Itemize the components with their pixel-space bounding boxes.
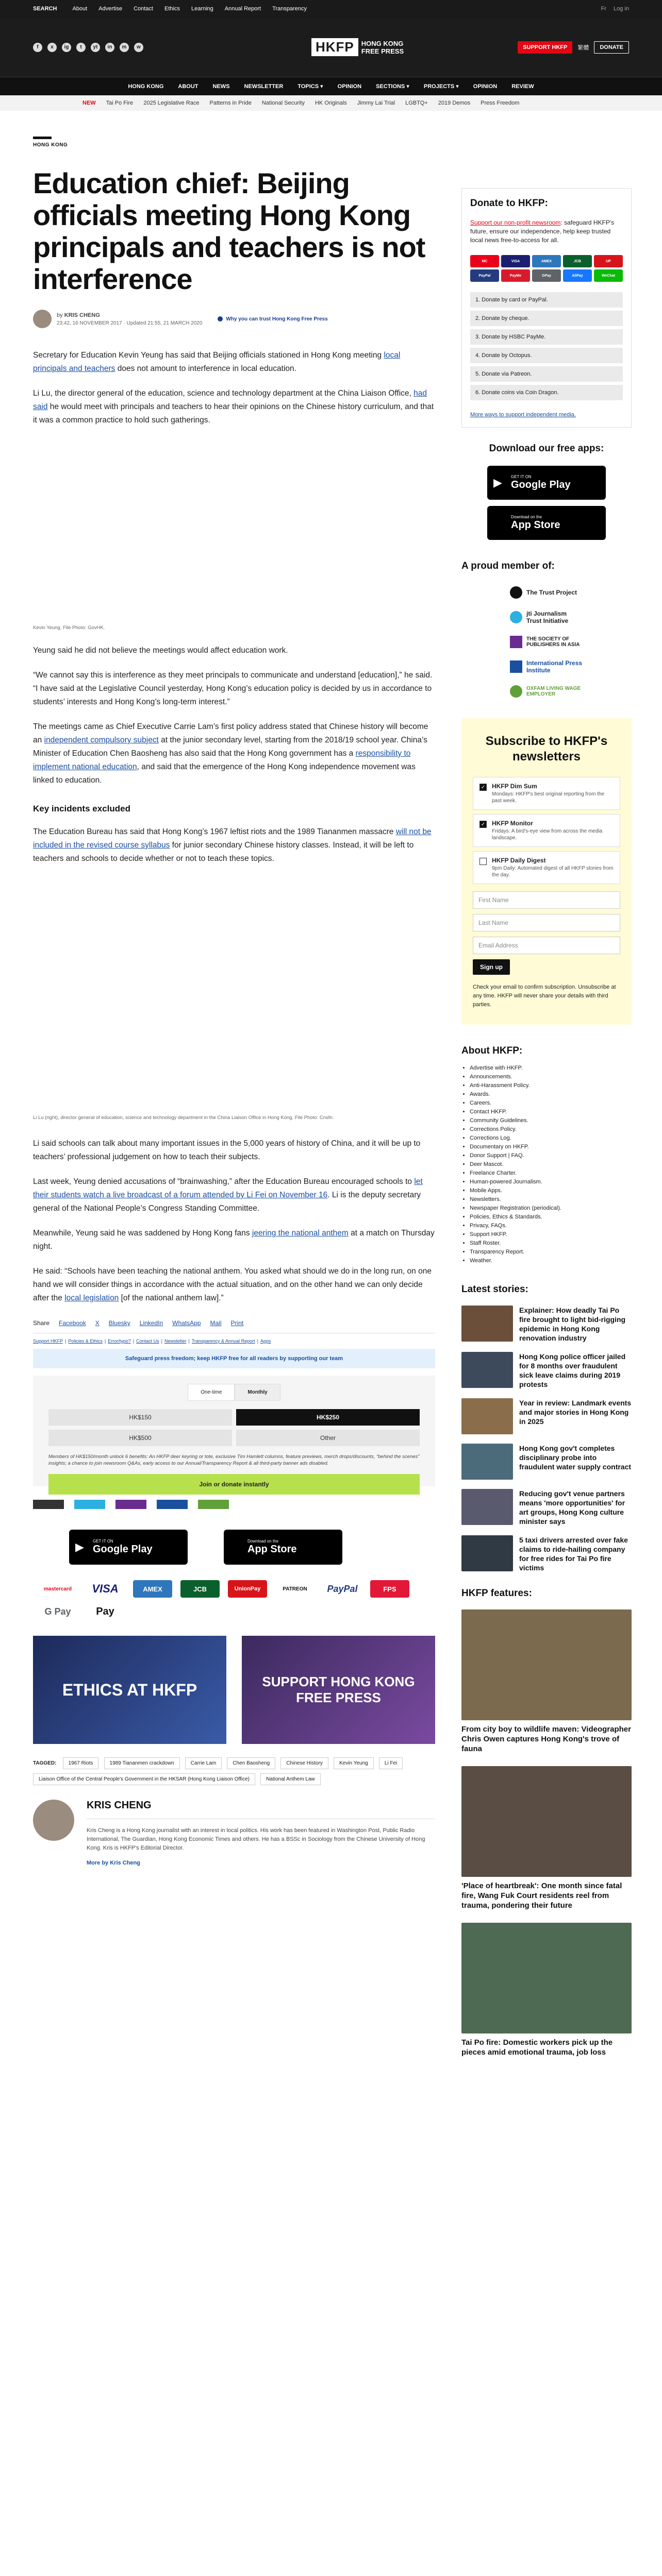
tags-label: TAGGED: (33, 1760, 57, 1766)
donate-option[interactable]: 5. Donate via Patreon. (470, 366, 623, 382)
jcb-logo: JCB (180, 1580, 220, 1598)
about-item[interactable]: • Staff Roster. (470, 1239, 632, 1248)
sopa-logo[interactable]: THE SOCIETY OF PUBLISHERS IN ASIA (510, 636, 583, 648)
support-promo[interactable]: SUPPORT HONG KONG FREE PRESS (242, 1636, 435, 1744)
tags (33, 1757, 435, 1789)
sub-nav (0, 95, 662, 111)
newsletter-widget (461, 718, 632, 1025)
patreon-logo: PATREON (283, 1586, 307, 1592)
newsletter-option[interactable]: ✓ HKFP Monitor Fridays: A bird's-eye view from across the media landscape. (473, 814, 620, 847)
tag[interactable]: 1967 Riots (63, 1757, 99, 1769)
top-links (72, 6, 307, 12)
share-bluesky[interactable]: Bluesky (108, 1319, 130, 1327)
last-name-field[interactable]: Last Name (473, 914, 620, 931)
share-label: Share (33, 1319, 50, 1327)
author-avatar (33, 310, 52, 328)
nav-item-news[interactable]: NEWS (212, 83, 230, 90)
tag[interactable]: Kevin Yeung (334, 1757, 374, 1769)
trust-icon (218, 316, 223, 321)
site-logo[interactable] (311, 38, 404, 56)
inline-link[interactable]: responsibility to implement national education (33, 749, 411, 771)
nav-item-opinion-2[interactable]: OPINION (473, 83, 498, 90)
paragraph: Last week, Yeung denied accusations of “brainwashing,” after the Education Bureau encouraged schools to let their students watch a live broadcast of a forum attended by Li Fei on November 16. Li is the deputy secretary general of the National People’s Congress Standing Committee. (33, 1177, 423, 1213)
ipi-badge (157, 1500, 188, 1509)
more-by-author-link[interactable]: More by Kris Cheng (87, 1860, 140, 1866)
jti-badge (74, 1500, 105, 1509)
paragraph: “We cannot say this is interference as they meet principals to communicate and understand [education],” he said. “I have said at the Legislative Council yesterday, Hong Kong’s education policy is decided by us in accordance to students’ interests and Hong Kong’s long-term interest.” (33, 671, 433, 706)
threads-icon[interactable]: t (76, 43, 86, 52)
whatsapp-icon[interactable]: w (134, 43, 143, 52)
top-link-transparency[interactable]: Transparency (272, 6, 307, 12)
card-logo: AliPay (563, 269, 592, 282)
meta-link-newsletter[interactable]: Newsletter (164, 1338, 187, 1344)
newsletter-heading: Subscribe to HKFP's newsletters (485, 734, 608, 764)
donate-option[interactable]: 3. Donate by HSBC PayMe. (470, 329, 623, 345)
amex-logo: AMEX (133, 1580, 172, 1598)
donate-option[interactable]: 1. Donate by card or PayPal. (470, 292, 623, 308)
lang-toggle[interactable]: 繁體 (577, 44, 589, 51)
inline-app-buttons (33, 1530, 435, 1565)
paragraph: He said: “Schools have been teaching the national anthem. You asked what should we do in the long run, on one hand we will consider things in accordance with the actual situation, and on the other hand we can only decide after the local legislation [of the national anthem law].” (33, 1267, 432, 1302)
share-linkedin[interactable]: LinkedIn (139, 1319, 163, 1327)
first-name-field[interactable]: First Name (473, 891, 620, 909)
mastercard-logo: mastercard (44, 1586, 72, 1592)
latest-story[interactable]: Year in review: Landmark events and major stories in Hong Kong in 2025 (461, 1398, 632, 1434)
about-item[interactable]: • Newsletters. (470, 1195, 632, 1204)
sidebar-google-play-button[interactable]: ▶ GET IT ON Google Play (487, 466, 606, 500)
card-logo: AMEX (532, 255, 561, 267)
paragraph: Secretary for Education Kevin Yeung has said that Beijing officials stationed in Hong Kong meeting local principals and teachers does not amount to interference in local education. (33, 351, 401, 373)
tag[interactable]: 1989 Tiananmen crackdown (104, 1757, 180, 1769)
author-box-name[interactable]: KRIS CHENG (87, 1800, 152, 1811)
about-item[interactable]: • Corrections Log. (470, 1134, 632, 1143)
ipi-logo[interactable]: International Press Institute (510, 659, 583, 674)
donate-option[interactable]: 2. Donate by cheque. (470, 311, 623, 326)
card-logo: PayPal (470, 269, 499, 282)
donate-options (470, 292, 623, 400)
feature-story[interactable]: Tai Po fire: Domestic workers pick up the pieces amid emotional trauma, job loss (461, 1923, 632, 2057)
top-link-about[interactable]: About (72, 6, 88, 12)
nav-item-review[interactable]: REVIEW (511, 83, 534, 90)
card-logo: WeChat (594, 269, 623, 282)
main-nav (0, 77, 662, 95)
tag[interactable]: Carrie Lam (185, 1757, 222, 1769)
card-logo: MC (470, 255, 499, 267)
app-store-button[interactable]: Download on the App Store (224, 1530, 342, 1565)
tag[interactable]: Chen Baosheng (227, 1757, 275, 1769)
oxfam-badge (198, 1500, 229, 1509)
facebook-icon[interactable]: f (33, 43, 42, 52)
subnav-item[interactable]: National Security (261, 100, 305, 106)
share-print[interactable]: Print (230, 1319, 244, 1327)
site-header (0, 18, 662, 77)
tag[interactable]: National Anthem Law (260, 1773, 321, 1785)
newsletter-option[interactable]: ✓ HKFP Dim Sum Mondays: HKFP's best original reporting from the past week. (473, 777, 620, 810)
photo-kevin-yeung (33, 432, 435, 607)
instagram-icon[interactable]: ig (62, 43, 71, 52)
paragraph: Li Lu, the director general of the education, science and technology department at the China Liaison Office, had said he would meet with principals and teachers to hear their opinions on the Chinese history curriculum, and that it was a common practice to hold such gatherings. (33, 389, 434, 425)
partners-heading: A proud member of: (461, 561, 555, 571)
trust-badges (33, 1497, 435, 1512)
login-link[interactable]: Log in (614, 6, 629, 12)
latest-story[interactable]: Hong Kong gov't completes disciplinary probe into fraudulent water supply contract (461, 1444, 632, 1480)
paragraph: Meanwhile, Yeung said he was saddened by Hong Kong fans jeering the national anthem at a match on Thursday night. (33, 1229, 435, 1251)
latest-story[interactable]: Hong Kong police officer jailed for 8 months over fraudulent sick leave claims during 2019 protests (461, 1352, 632, 1389)
nav-item-topics[interactable]: TOPICS ▾ (297, 83, 323, 90)
newsletter-option[interactable]: HKFP Daily Digest 9pm Daily: Automated digest of all HKFP stories from the day. (473, 851, 620, 884)
donate-option[interactable]: 4. Donate by Octopus. (470, 348, 623, 363)
ethics-promo[interactable]: ETHICS AT HKFP (33, 1636, 226, 1744)
feature-story[interactable]: 'Place of heartbreak': One month since fatal fire, Wang Fuk Court residents reel from trauma, pondering their future (461, 1766, 632, 1910)
about-item[interactable]: • Newspaper Registration (periodical). (470, 1204, 632, 1213)
latest-heading: Latest stories: (461, 1284, 528, 1295)
article-meta-links: Support HKFP | Policies & Ethics | Error/typo? | Contact Us | Newsletter | Transparency & Annual Report | Apps (33, 1338, 271, 1344)
donate-card-logos (470, 255, 623, 282)
social-icons (33, 43, 291, 52)
google-pay-logo: G Pay (44, 1606, 71, 1617)
linkedin-icon[interactable]: in (105, 43, 114, 52)
article-dates: 23:42, 16 NOVEMBER 2017 · Updated 21:55, 21 MARCH 2020 (57, 320, 203, 326)
logo-text (361, 40, 404, 55)
amount-150[interactable]: HK$150 (48, 1409, 232, 1426)
subnav-item[interactable]: Press Freedom (481, 100, 520, 106)
top-link-contact[interactable]: Contact (134, 6, 153, 12)
sidebar (461, 188, 632, 2057)
share-x[interactable]: X (95, 1319, 100, 1327)
meta-link-policies[interactable]: Policies & Ethics (68, 1338, 103, 1344)
author-box (33, 1800, 435, 1866)
membership-benefits: Members of HK$150/month unlock 6 benefits: An HKFP deer keyring or tote, exclusive Tim Hamlett columns, feature previews, merch drops/discounts, “behind the scenes” insights; a chance to join newsroom Q&As, early access to our Annual/Transparency Report & all third-party banner ads disabled. (48, 1454, 420, 1466)
payment-logos (33, 1580, 435, 1620)
card-logo: JCB (563, 255, 592, 267)
paragraph: The meetings came as Chief Executive Carrie Lam’s first policy address stated that Chinese history will become an independent compulsory subject at the junior secondary level, starting from the 2018/19 school year. China’s Minister of Education Chen Baosheng has also said that the Hong Kong government has a responsibility to implement national education, and said that the emergence of the Hong Kong independence movement was linked to education. (33, 722, 428, 785)
subnav-item[interactable]: 2025 Legislative Race (143, 100, 200, 106)
donate-widget (461, 188, 632, 428)
tag[interactable]: Chinese History (280, 1757, 328, 1769)
signup-button[interactable]: Sign up (473, 959, 510, 975)
amount-250[interactable]: HK$250 (236, 1409, 420, 1426)
inline-donate-box (33, 1376, 435, 1486)
apps-heading: Download our free apps: (489, 443, 604, 454)
byline (33, 310, 435, 328)
article-kicker[interactable]: HONG KONG (33, 142, 68, 148)
share-whatsapp[interactable]: WhatsApp (172, 1319, 201, 1327)
nav-item-projects[interactable]: PROJECTS ▾ (423, 83, 459, 90)
amount-options (48, 1409, 420, 1446)
logo-line1: HONG KONG (361, 39, 404, 47)
apple-pay-logo: Pay (96, 1605, 114, 1617)
logo-line2: FREE PRESS (361, 47, 404, 55)
top-link-learning[interactable]: Learning (191, 6, 213, 12)
by-label: by (57, 312, 63, 318)
about-item[interactable]: • Weather. (470, 1257, 632, 1265)
youtube-icon[interactable]: yt (91, 43, 100, 52)
latest-stories (461, 1306, 632, 1572)
about-item[interactable]: • Documentary on HKFP. (470, 1143, 632, 1151)
meta-link-error[interactable]: Error/typo? (108, 1338, 131, 1344)
visa-logo: VISA (92, 1582, 119, 1595)
tag[interactable]: Li Fei (379, 1757, 403, 1769)
about-item[interactable]: • Deer Mascot. (470, 1160, 632, 1169)
join-donate-button[interactable]: Join or donate instantly (48, 1474, 420, 1495)
about-item[interactable]: • Support HKFP. (470, 1230, 632, 1239)
oxfam-logo[interactable]: OXFAM LIVING WAGE EMPLOYER (510, 685, 583, 698)
header-actions (518, 41, 629, 54)
donate-support-link[interactable]: Support our non-profit newsroom (470, 219, 561, 226)
trust-link[interactable] (218, 316, 327, 322)
card-logo: VISA (501, 255, 530, 267)
inline-link[interactable]: jeering the national anthem (252, 1229, 349, 1238)
donate-text: Support our non-profit newsroom: safeguard HKFP's future, ensure our independence, help keep trusted local news free-to-access for all. (470, 219, 615, 244)
about-item[interactable]: • Policies, Ethics & Standards. (470, 1213, 632, 1222)
author-bio: Kris Cheng is a Hong Kong journalist with an interest in local politics. His work has been featured in Washington Post, Public Radio International, The Guardian, Hong Kong Economic Times and others. He has a BSSc in Sociology from the Chinese University of Hong Kong. Kris is HKFP's Editorial Director. (87, 1827, 425, 1851)
author-box-avatar (33, 1800, 74, 1841)
tab-monthly[interactable]: Monthly (235, 1384, 280, 1401)
checkbox-icon[interactable]: ✓ (479, 821, 487, 828)
about-item[interactable]: • Mobile Apps. (470, 1187, 632, 1195)
nav-item-newsletter[interactable]: NEWSLETTER (244, 83, 284, 90)
top-link-advertise[interactable]: Advertise (98, 6, 123, 12)
latest-story[interactable]: Reducing gov't venue partners means 'more opportunities' for art groups, Hong Kong culture minister says (461, 1489, 632, 1526)
article-title: Education chief: Beijing officials meeting Hong Kong principals and teachers is not interference (33, 167, 425, 295)
about-item[interactable]: • Awards. (470, 1090, 632, 1099)
about-list (461, 1064, 632, 1265)
support-bar[interactable]: Safeguard press freedom; keep HKFP free for all readers by supporting our team (33, 1349, 435, 1368)
top-link-ethics[interactable]: Ethics (164, 6, 180, 12)
about-item[interactable]: • Freelance Charter. (470, 1169, 632, 1178)
google-play-icon: ▶ (493, 476, 502, 489)
about-item[interactable]: • Advertise with HKFP. (470, 1064, 632, 1073)
top-link-annual-report[interactable]: Annual Report (224, 6, 261, 12)
amount-other[interactable]: Other (236, 1430, 420, 1446)
x-icon[interactable]: x (47, 43, 57, 52)
sidebar-app-buttons (461, 466, 632, 540)
paragraph: Li said schools can talk about many important issues in the 5,000 years of history of China, and it will be up to teachers’ professional judgement on how to teach their subjects. (33, 1139, 421, 1161)
more-ways-link[interactable]: More ways to support independent media. (470, 412, 576, 418)
photo-caption: Li Lu (right), director general of education, science and technology department in the China Liaison Office in Hong Kong. File Photo: Cnsfn. (33, 1115, 334, 1121)
card-logo: UP (594, 255, 623, 267)
subnav-item[interactable]: Jimmy Lai Trial (357, 100, 395, 106)
about-item[interactable]: • Contact HKFP. (470, 1108, 632, 1116)
page-body (0, 111, 662, 2576)
about-item[interactable]: • Careers. (470, 1099, 632, 1108)
donate-option[interactable]: 6. Donate coins via Coin Dragon. (470, 385, 623, 400)
donate-tabs (48, 1384, 420, 1401)
top-right (601, 6, 629, 12)
promo-banners (33, 1636, 435, 1744)
subnav-item[interactable]: LGBTQ+ (405, 100, 428, 106)
jti-logo[interactable]: jti Journalism Trust Initiative (510, 610, 583, 624)
about-item[interactable]: • Donor Support | FAQ. (470, 1151, 632, 1160)
about-item[interactable]: • Community Guidelines. (470, 1116, 632, 1125)
nav-item-opinion[interactable]: OPINION (337, 83, 362, 90)
sopa-badge (115, 1500, 146, 1509)
nav-item-hong-kong[interactable]: HONG KONG (128, 83, 164, 90)
inline-link[interactable]: local principals and teachers (33, 351, 401, 373)
tab-one-time[interactable]: One-time (188, 1384, 235, 1401)
email-field[interactable]: Email Address (473, 937, 620, 954)
google-play-button[interactable]: ▶ GET IT ON Google Play (69, 1530, 188, 1565)
tag[interactable]: Liaison Office of the Central People's Government in the HKSAR (Hong Kong Liaison Office) (33, 1773, 255, 1785)
section-heading: Key incidents excluded (33, 804, 130, 814)
top-right-lang[interactable]: Fr (601, 6, 607, 12)
paypal-logo: PayPal (327, 1583, 358, 1594)
support-hkfp-button[interactable]: SUPPORT HKFP (518, 41, 572, 54)
top-bar (0, 0, 662, 18)
amount-500[interactable]: HK$500 (48, 1430, 232, 1446)
about-item[interactable]: • Anti-Harassment Policy. (470, 1081, 632, 1090)
trust-project-badge (33, 1500, 64, 1509)
fps-logo: FPS (370, 1580, 409, 1598)
inline-link[interactable]: had said (33, 389, 427, 411)
subnav-item[interactable]: Tai Po Fire (106, 100, 134, 106)
nav-item-sections[interactable]: SECTIONS ▾ (376, 83, 409, 90)
photo-li-lu (33, 866, 435, 1103)
feature-story[interactable]: From city boy to wildlife maven: Videographer Chris Owen captures Hong Kong's trove of fauna (461, 1609, 632, 1754)
share-bar (33, 1319, 435, 1327)
subnav-item[interactable]: 2019 Demos (438, 100, 471, 106)
mastodon-icon[interactable]: m (120, 43, 129, 52)
about-item[interactable]: • Announcements. (470, 1073, 632, 1081)
search-link[interactable]: SEARCH (33, 6, 57, 12)
meta-link-support[interactable]: Support HKFP (33, 1338, 63, 1344)
subnav-item[interactable]: Patterns in Pride (209, 100, 252, 106)
subnav-item[interactable]: HK Originals (315, 100, 347, 106)
inline-link[interactable]: will not be included in the revised course syllabus (33, 827, 432, 850)
meta-link-transparency[interactable]: Transparency & Annual Report (191, 1338, 255, 1344)
inline-link[interactable]: independent compulsory subject (44, 736, 159, 744)
paragraph: Yeung said he did not believe the meetings would affect education work. (33, 646, 288, 655)
card-logo: GPay (532, 269, 561, 282)
title-rule (33, 137, 52, 139)
inline-link[interactable]: let their students watch a live broadcast of a forum attended by Li Fei on November 16 (33, 1177, 423, 1199)
about-item[interactable]: • Human-powered Journalism. (470, 1178, 632, 1187)
features-list (461, 1609, 632, 2057)
nav-item-about[interactable]: ABOUT (178, 83, 198, 90)
new-label: NEW (82, 100, 96, 106)
donate-button[interactable]: DONATE (594, 41, 629, 54)
article (33, 137, 435, 1866)
donate-heading: Donate to HKFP: (470, 198, 548, 209)
paragraph: The Education Bureau has said that Hong Kong’s 1967 leftist riots and the 1989 Tiananmen massacre will not be included in the revised course syllabus for junior secondary Chinese history classes. Instead, it will be left to teachers and schools to decide whether or not to teach these topics. (33, 827, 432, 863)
unionpay-logo: UnionPay (228, 1580, 267, 1598)
trust-project-logo[interactable]: The Trust Project (510, 586, 583, 599)
meta-link-apps[interactable]: Apps (260, 1338, 271, 1344)
author-link[interactable]: KRIS CHENG (64, 312, 100, 318)
checkbox-icon[interactable]: ✓ (479, 784, 487, 791)
partners-list (461, 586, 632, 698)
google-play-icon: ▶ (75, 1540, 84, 1553)
logo-mark: HKFP (311, 38, 358, 56)
about-heading: About HKFP: (461, 1045, 523, 1056)
about-item[interactable]: • Transparency Report. (470, 1248, 632, 1257)
photo-caption: Kevin Yeung. File Photo: GovHK. (33, 625, 105, 631)
latest-story[interactable]: 5 taxi drivers arrested over fake claims to ride-hailing company for free rides for Tai Po fire victims (461, 1535, 632, 1572)
about-item[interactable]: • Corrections Policy. (470, 1125, 632, 1134)
inline-link[interactable]: local legislation (64, 1294, 119, 1302)
share-facebook[interactable]: Facebook (59, 1319, 86, 1327)
card-logo: PayMe (501, 269, 530, 282)
latest-story[interactable]: Explainer: How deadly Tai Po fire brought to light bid-rigging epidemic in Hong Kong renovation industry (461, 1306, 632, 1343)
about-item[interactable]: • Privacy, FAQs. (470, 1222, 632, 1230)
newsletter-confirm-text: Check your email to confirm subscription. Unsubscribe at any time. HKFP will never share your details with third parties. (473, 984, 616, 1008)
features-heading: HKFP features: (461, 1588, 532, 1599)
share-mail[interactable]: Mail (210, 1319, 222, 1327)
trust-label: Why you can trust Hong Kong Free Press (226, 316, 328, 322)
sidebar-app-store-button[interactable]: Download on the App Store (487, 506, 606, 540)
meta-link-contact[interactable]: Contact Us (136, 1338, 159, 1344)
checkbox-icon[interactable] (479, 858, 487, 865)
